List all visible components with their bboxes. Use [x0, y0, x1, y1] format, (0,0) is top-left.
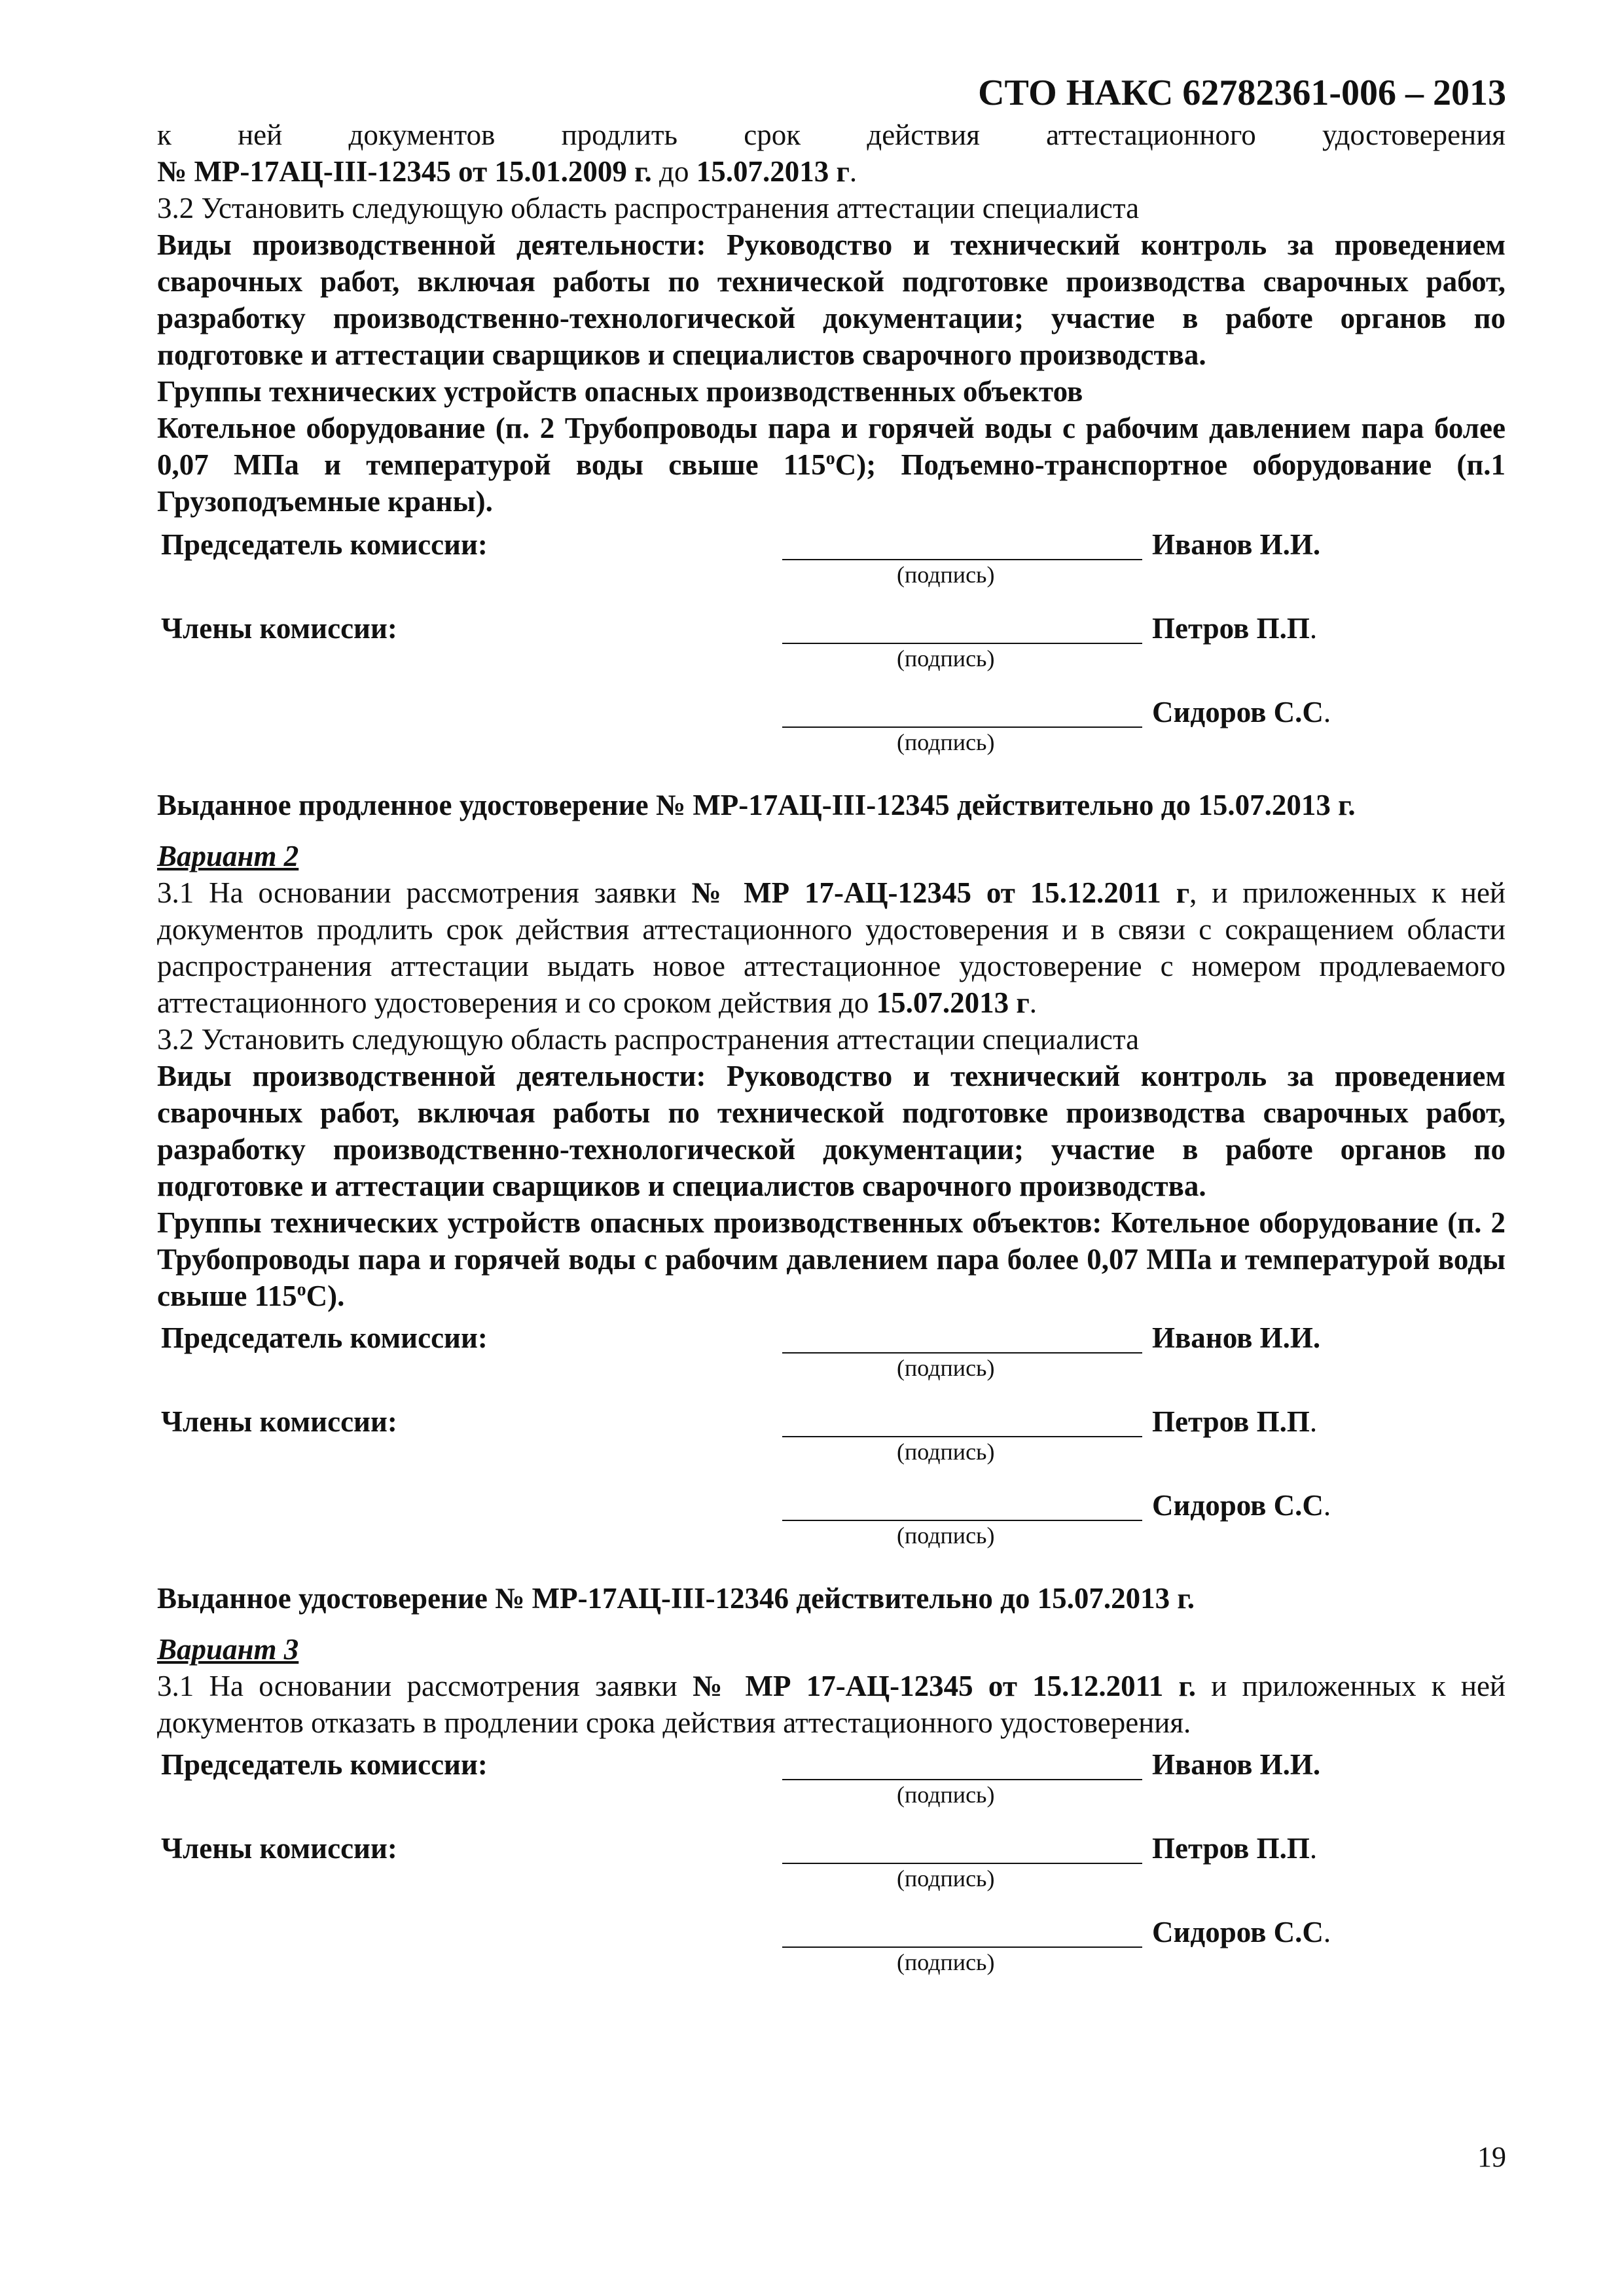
member-name: Сидоров С.С.: [1152, 1489, 1331, 1522]
page-number: 19: [1477, 2141, 1506, 2173]
signature-member-2: [157, 1914, 1506, 2000]
signature-caption: (подпись): [897, 1949, 995, 1975]
signature-caption: (подпись): [897, 1355, 995, 1381]
signature-line: [782, 1946, 1142, 1948]
validity-date: 15.07.2013 г: [876, 986, 1030, 1019]
member-name: Петров П.П.: [1152, 1832, 1318, 1865]
continuation-line: к ней документов продлить срок действия аттестационного удостоверения: [157, 118, 1506, 151]
signature-caption: (подпись): [897, 1522, 995, 1549]
signature-member-2: [157, 1487, 1506, 1573]
section-3-2: 3.2 Установить следующую область распространения аттестации специалиста: [157, 1023, 1140, 1056]
activity-types: Виды производственной деятельности: Руководство и технический контроль за проведением сварочных работ, включая работы по технической подготовке производства сварочных работ, разработку производственно-технологической документации; участие в работе органов по подготовке и аттестации сварщиков и специалистов сварочного производства.: [157, 228, 1506, 371]
chair-name: Иванов И.И.: [1152, 528, 1321, 561]
member-name: Сидоров С.С.: [1152, 696, 1331, 728]
members-label: Члены комиссии:: [161, 1832, 397, 1865]
certificate-line: № МР-17АЦ-III-12345 от 15.01.2009 г. до 15.07.2013 г.: [157, 155, 857, 188]
signature-member-1: [157, 1830, 1506, 1914]
section-3-2: 3.2 Установить следующую область распространения аттестации специалиста: [157, 192, 1140, 224]
member-name: Сидоров С.С.: [1152, 1916, 1331, 1948]
signature-chair: [157, 1319, 1506, 1403]
signature-caption: (подпись): [897, 729, 995, 755]
application-number: № МР 17-АЦ-12345 от 15.12.2011 г.: [693, 1670, 1197, 1702]
member-name: Петров П.П.: [1152, 1405, 1318, 1438]
signature-member-1: [157, 610, 1506, 694]
signature-line: [782, 726, 1142, 728]
signature-caption: (подпись): [897, 1782, 995, 1808]
document-body: [157, 117, 1506, 2000]
signature-line: [782, 1779, 1142, 1780]
members-label: Члены комиссии:: [161, 1405, 397, 1438]
chair-label: Председатель комиссии:: [161, 1321, 488, 1354]
signature-line: [782, 643, 1142, 644]
variant-2-paragraph: 3.1 На основании рассмотрения заявки № МР 17-АЦ-12345 от 15.12.2011 г, и приложенных к ней документов продлить срок действия аттестационного удостоверения и в связи с сокращением области распространения аттестации выдать новое аттестационное удостоверение с номером продлеваемого аттестационного удостоверения и со сроком действия до 15.07.2013 г.: [157, 876, 1506, 1019]
device-groups: Группы технических устройств опасных производственных объектов: Котельное оборудование (п. 2 Трубопроводы пара и горячей воды с рабочим давлением пара более 0,07 МПа и температурой воды свыше $115^оС$).: [157, 1206, 1506, 1312]
activity-types: Виды производственной деятельности: Руководство и технический контроль за проведением сварочных работ, включая работы по технической подготовке производства сварочных работ, разработку производственно-технологической документации; участие в работе органов по подготовке и аттестации сварщиков и специалистов сварочного производства.: [157, 1060, 1506, 1202]
variant-3-title: Вариант 3: [157, 1633, 299, 1666]
chair-label: Председатель комиссии:: [161, 528, 488, 561]
chair-label: Председатель комиссии:: [161, 1748, 488, 1781]
issued-certificate-note: Выданное продленное удостоверение № МР-17АЦ-III-12345 действительно до 15.07.2013 г.: [157, 789, 1356, 821]
signature-line: [782, 559, 1142, 560]
member-name: Петров П.П.: [1152, 612, 1318, 645]
signature-member-2: [157, 694, 1506, 780]
device-groups-heading: Группы технических устройств опасных производственных объектов: [157, 375, 1083, 408]
signature-caption: (подпись): [897, 645, 995, 672]
members-label: Члены комиссии:: [161, 612, 397, 645]
issued-certificate-note: Выданное удостоверение № МР-17АЦ-III-12346 действительно до 15.07.2013 г.: [157, 1582, 1195, 1615]
signature-caption: (подпись): [897, 1439, 995, 1465]
signature-line: [782, 1520, 1142, 1521]
variant-2-title: Вариант 2: [157, 840, 299, 872]
signature-member-1: [157, 1403, 1506, 1487]
variant-3-paragraph: 3.1 На основании рассмотрения заявки № МР 17-АЦ-12345 от 15.12.2011 г. и приложенных к ней документов отказать в продлении срока действия аттестационного удостоверения.: [157, 1670, 1506, 1739]
signature-chair: [157, 526, 1506, 610]
signature-chair: [157, 1746, 1506, 1830]
signature-line: [782, 1863, 1142, 1864]
signature-line: [782, 1352, 1142, 1354]
document-code-header: СТО НАКС 62782361-006 – 2013: [978, 73, 1506, 113]
signature-caption: (подпись): [897, 1865, 995, 1892]
certificate-number: № МР-17АЦ-III-12345 от 15.01.2009 г.: [157, 155, 652, 188]
device-groups: Котельное оборудование (п. 2 Трубопроводы пара и горячей воды с рабочим давлением пара более 0,07 МПа и температурой воды свыше $115^оС$); Подъемно-транспортное оборудование (п.1 Грузоподъемные краны).: [157, 412, 1506, 518]
chair-name: Иванов И.И.: [1152, 1321, 1321, 1354]
validity-date: 15.07.2013 г: [696, 155, 850, 188]
signature-line: [782, 1436, 1142, 1437]
chair-name: Иванов И.И.: [1152, 1748, 1321, 1781]
application-number: № МР 17-АЦ-12345 от 15.12.2011 г: [691, 876, 1190, 909]
signature-caption: (подпись): [897, 562, 995, 588]
